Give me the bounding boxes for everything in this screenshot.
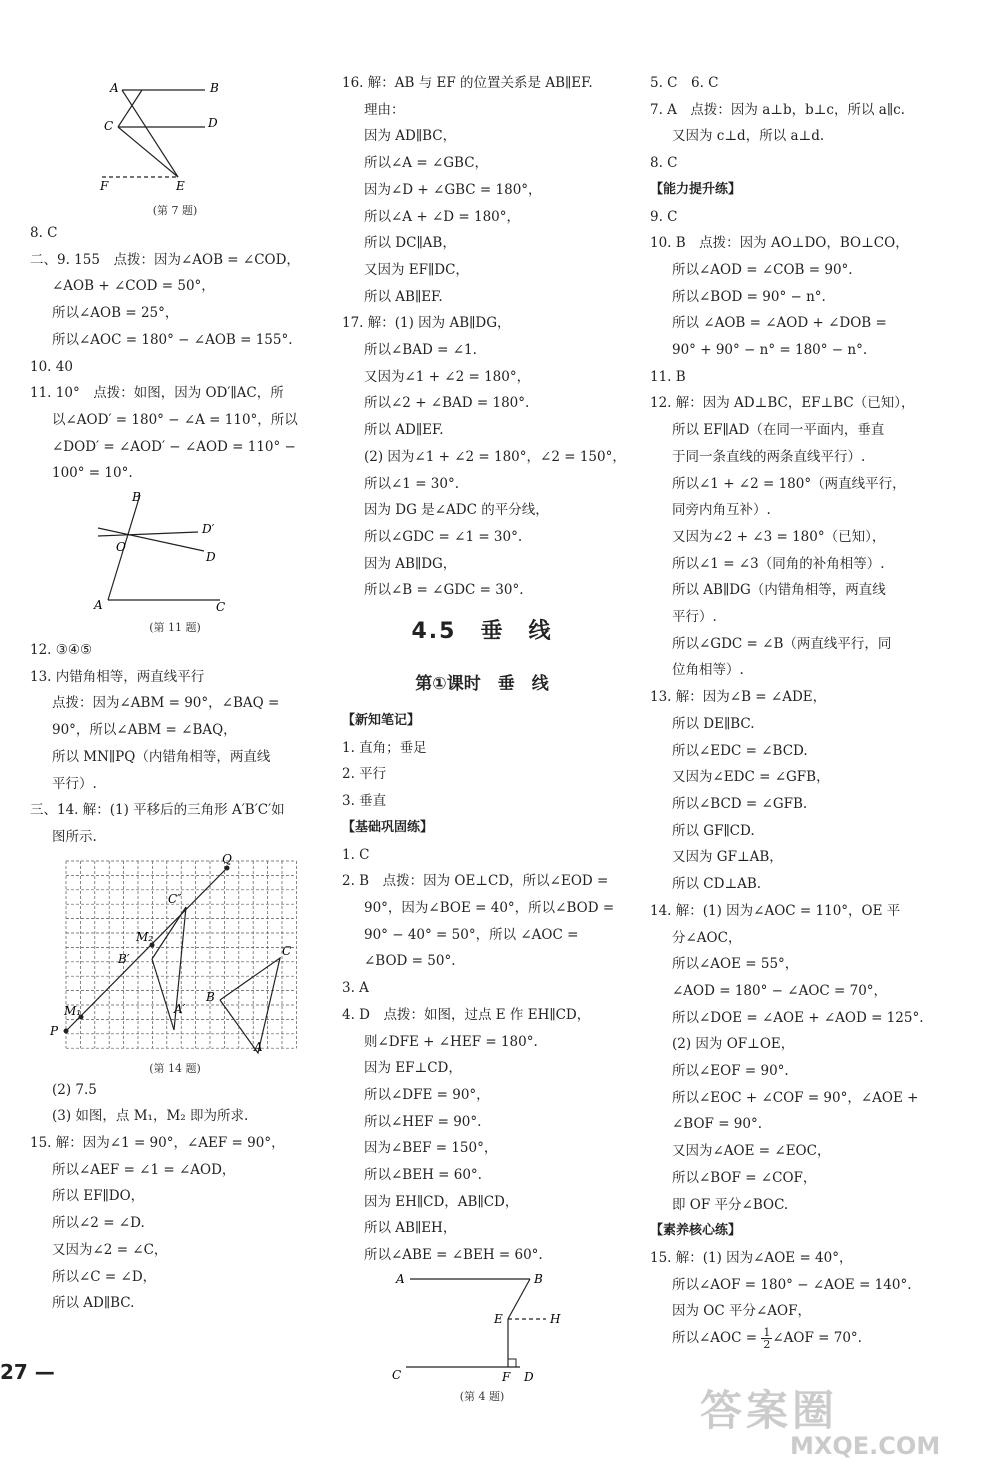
- fig4-label: D: [524, 1369, 534, 1384]
- answer-line: (2) 因为 OF⊥OE，: [672, 1036, 795, 1053]
- fig14-label: B′: [118, 951, 130, 966]
- answer-line: 90°，因为∠BOE = 40°，所以∠BOD =: [364, 899, 615, 916]
- answers-8-11: [30, 220, 320, 487]
- fig14-label: A: [254, 1039, 263, 1054]
- answer-line: 2. B 点拨：因为 OE⊥CD，所以∠EOD =: [342, 873, 609, 890]
- fig14-label: P: [50, 1023, 59, 1038]
- answers-12-14: [30, 637, 320, 851]
- answer-line: 所以 GF∥CD.: [672, 822, 755, 839]
- fig4-label: H: [550, 1311, 561, 1326]
- answer-line: ∠BOD = 50°.: [364, 953, 456, 970]
- answer-line: 所以 AB∥DG（内错角相等，两直线: [672, 582, 886, 599]
- answer-line: 所以∠C = ∠D，: [52, 1268, 157, 1285]
- answer-line: 所以∠2 = ∠D.: [52, 1215, 145, 1232]
- answer-line: 因为 EH∥CD，AB∥CD，: [364, 1193, 519, 1210]
- fraction-line-post: ∠AOF = 70°.: [772, 1330, 862, 1347]
- answer-line: ∠AOB + ∠COD = 50°，: [52, 278, 215, 295]
- answer-line: 所以∠A = ∠GBC，: [364, 155, 489, 172]
- figure-7: [30, 70, 320, 220]
- answer-line: 所以 DE∥BC.: [672, 715, 755, 732]
- answer-line: 所以∠BOF = ∠COF，: [672, 1169, 817, 1186]
- answer-line: 8. C: [650, 155, 678, 172]
- fig11-label: O: [116, 540, 126, 555]
- answer-line: 所以 ∠AOB = ∠AOD + ∠DOB =: [672, 315, 887, 332]
- figure-14-caption: (第 14 题): [149, 1061, 201, 1075]
- figure-11-diagram: [30, 487, 320, 615]
- fig7-label: B: [210, 81, 219, 95]
- answer-line: 分∠AOC，: [672, 929, 742, 946]
- answer-line: 所以∠ABE = ∠BEH = 60°.: [364, 1247, 543, 1264]
- answer-line: 所以∠DFE = 90°，: [364, 1086, 490, 1103]
- answer-line: 则∠DFE + ∠HEF = 180°.: [364, 1033, 538, 1050]
- watermark-url: MXQE.COM: [790, 1432, 941, 1460]
- fraction-line-pre: 所以∠AOC =: [672, 1330, 762, 1347]
- answer-line: (2) 7.5: [52, 1081, 97, 1098]
- figure-4-diagram: [342, 1269, 622, 1384]
- fig14-label: B: [206, 989, 215, 1004]
- answer-line: 因为 EF⊥CD，: [364, 1060, 462, 1077]
- answer-line: 因为 OC 平分∠AOF，: [672, 1303, 811, 1320]
- figure-4: [342, 1269, 622, 1404]
- fig11-label: D: [206, 550, 216, 565]
- answer-line: 所以 AB∥EH，: [364, 1220, 457, 1237]
- answer-line: 7. A 点拨：因为 a⊥b，b⊥c，所以 a∥c.: [650, 101, 905, 118]
- figure-7-diagram: [30, 70, 320, 198]
- page-number: 27 —: [0, 1360, 55, 1384]
- fig7-label: A: [110, 81, 119, 95]
- answer-line: 13. 解：因为∠B = ∠ADE，: [650, 689, 827, 706]
- answers-14-15: [30, 1077, 320, 1317]
- answer-line: 1. 直角；垂足: [342, 739, 427, 756]
- answer-line: 又因为∠1 + ∠2 = 180°，: [364, 368, 531, 385]
- answer-line: 所以∠HEF = 90°.: [364, 1113, 482, 1130]
- answer-line: 所以∠AOD = ∠COB = 90°.: [672, 261, 853, 278]
- answer-line: 所以∠1 + ∠2 = 180°（两直线平行，: [672, 475, 906, 492]
- answer-line: 所以 AB∥EF.: [364, 288, 443, 305]
- fig14-label: C″: [168, 891, 182, 906]
- fraction-one-half: [761, 1327, 772, 1350]
- figure-11-caption: (第 11 题): [149, 621, 201, 635]
- answer-line: (3) 如图，点 M₁，M₂ 即为所求.: [52, 1108, 249, 1125]
- answer-line-fraction: [650, 1325, 920, 1352]
- answer-line: 所以 CD⊥AB.: [672, 876, 762, 893]
- watermark-logo: 答案圈: [700, 1386, 839, 1435]
- answer-line: ∠DOD′ = ∠AOD′ − ∠AOD = 110° −: [52, 438, 296, 455]
- fig11-label: D′: [202, 522, 215, 537]
- answer-line: 所以∠AOC = 180° − ∠AOB = 155°.: [52, 331, 293, 348]
- column-2: [342, 70, 626, 1404]
- fig7-label: D: [208, 116, 218, 130]
- answer-line: 9. C: [650, 208, 678, 225]
- answer-line: 因为 AD∥BC，: [364, 128, 457, 145]
- answer-line: 又因为∠AOE = ∠EOC，: [672, 1143, 831, 1160]
- answer-line: 平行）.: [672, 609, 717, 626]
- answer-line: 3. A: [342, 980, 369, 997]
- fig14-label: M₂: [136, 929, 154, 944]
- answers-5-15: [650, 70, 924, 1325]
- answer-line: 图所示.: [52, 828, 97, 845]
- answer-line: 又因为 c⊥d，所以 a⊥d.: [672, 128, 825, 145]
- answer-line: 所以∠DOE = ∠AOE + ∠AOD = 125°.: [672, 1009, 924, 1026]
- figure-11: [30, 487, 320, 637]
- answer-line: 16. 解：AB 与 EF 的位置关系是 AB∥EF.: [342, 75, 593, 91]
- answer-line: 又因为 GF⊥AB，: [672, 849, 783, 866]
- fig14-label: Q: [222, 851, 232, 866]
- answer-line: 所以 MN∥PQ（内错角相等，两直线: [52, 748, 271, 765]
- answer-line: 所以∠EDC = ∠BCD.: [672, 742, 808, 759]
- section-heading: 【新知笔记】: [342, 713, 421, 729]
- fig7-label: C: [104, 119, 114, 133]
- answer-line: 所以∠AEF = ∠1 = ∠AOD，: [52, 1161, 236, 1178]
- answer-line: 因为∠BEF = 150°，: [364, 1140, 498, 1157]
- answer-line: 于同一条直线的两条直线平行）.: [672, 448, 866, 465]
- answer-line: ∠AOD = 180° − ∠AOC = 70°，: [672, 982, 888, 999]
- answer-line: 二、9. 155 点拨：因为∠AOB = ∠COD，: [30, 251, 300, 268]
- answer-line: 所以∠AOF = 180° − ∠AOE = 140°.: [672, 1276, 912, 1293]
- answer-line: 所以∠AOE = 55°，: [672, 956, 799, 973]
- answer-line: 所以∠BOD = 90° − n°.: [672, 288, 826, 305]
- answer-line: 点拨：因为∠ABM = 90°，∠BAQ =: [52, 695, 280, 712]
- answer-line: 理由：: [364, 101, 405, 118]
- answer-line: 3. 垂直: [342, 793, 387, 810]
- column-3: [650, 70, 924, 1352]
- fig4-label: B: [534, 1271, 543, 1286]
- answer-line: 又因为∠2 = ∠C，: [52, 1241, 168, 1258]
- figure-14: [30, 851, 320, 1077]
- answer-line: 所以∠1 = ∠3（同角的补角相等）.: [672, 555, 885, 572]
- answer-line: 13. 内错角相等，两直线平行: [30, 668, 205, 685]
- figure-4-caption: (第 4 题): [459, 1389, 505, 1403]
- answer-line: 以∠AOD′ = 180° − ∠A = 110°，所以: [52, 411, 298, 428]
- fig4-label: C: [392, 1367, 402, 1382]
- fig4-label: F: [502, 1369, 511, 1384]
- answer-line: 8. C: [30, 225, 58, 241]
- answer-line: (2) 因为∠1 + ∠2 = 180°，∠2 = 150°，: [364, 448, 626, 465]
- answer-line: 所以∠EOC + ∠COF = 90°，∠AOE +: [672, 1089, 919, 1106]
- answer-line: 所以∠A + ∠D = 180°，: [364, 208, 521, 225]
- fig4-label: A: [396, 1271, 405, 1286]
- answer-line: 又因为 EF∥DC，: [364, 261, 469, 278]
- answer-line: 所以∠1 = 30°.: [364, 475, 460, 492]
- section-heading: 【素养核心练】: [650, 1223, 742, 1239]
- answer-line: 1. C: [342, 846, 370, 863]
- answer-line: 11. B: [650, 368, 686, 385]
- lesson-title: 第①课时 垂 线: [415, 674, 549, 695]
- section-heading: 【基础巩固练】: [342, 819, 434, 835]
- answer-line: 所以∠BEH = 60°.: [364, 1167, 482, 1184]
- answer-line: 2. 平行: [342, 766, 387, 783]
- section-title: 4.5 垂 线: [411, 619, 553, 645]
- fig4-label: E: [494, 1311, 503, 1326]
- answer-line: 同旁内角互补）.: [672, 502, 771, 519]
- fig14-label: A′: [174, 1001, 186, 1016]
- answer-line: 4. D 点拨：如图，过点 E 作 EH∥CD，: [342, 1006, 591, 1023]
- answer-line: 又因为∠EDC = ∠GFB，: [672, 769, 830, 786]
- fig14-label: M₁: [64, 1003, 82, 1018]
- answer-line: 90° + 90° − n° = 180° − n°.: [672, 342, 868, 359]
- answer-line: 所以 AD∥EF.: [364, 422, 444, 439]
- answer-line: 10. B 点拨：因为 AO⊥DO，BO⊥CO，: [650, 235, 909, 252]
- answer-line: 所以 EF∥DO，: [52, 1188, 145, 1205]
- answer-line: 所以 EF∥AD（在同一平面内，垂直: [672, 422, 885, 439]
- answers-16-17: [342, 70, 626, 604]
- answer-line: 10. 40: [30, 358, 73, 375]
- column-1: [30, 70, 320, 1317]
- answer-line: 所以∠2 + ∠BAD = 180°.: [364, 395, 530, 412]
- fig7-label: E: [176, 179, 185, 193]
- fig11-label: A: [94, 598, 103, 613]
- section-heading: 【能力提升练】: [650, 181, 742, 197]
- answer-line: 90°，所以∠ABM = ∠BAQ，: [52, 722, 237, 739]
- answer-line: 所以∠GDC = ∠1 = 30°.: [364, 528, 523, 545]
- fig14-label: C: [282, 943, 292, 958]
- figure-7-caption: (第 7 题): [152, 204, 198, 217]
- answer-line: 所以 DC∥AB，: [364, 235, 456, 252]
- answer-line: 所以∠GDC = ∠B（两直线平行，同: [672, 635, 892, 652]
- answer-line: 100° = 10°.: [52, 465, 133, 482]
- answer-line: 17. 解：(1) 因为 AB∥DG，: [342, 315, 511, 332]
- answer-line: 所以∠AOB = 25°，: [52, 305, 179, 322]
- lesson-answers: [342, 708, 622, 1269]
- answer-line: 5. C 6. C: [650, 75, 719, 91]
- answer-line: 12. ③④⑤: [30, 642, 93, 659]
- answer-line: 又因为∠2 + ∠3 = 180°（已知），: [672, 528, 886, 545]
- answer-line: 所以∠BCD = ∠GFB.: [672, 795, 808, 812]
- answer-line: 三、14. 解：(1) 平移后的三角形 A′B′C′如: [30, 802, 285, 819]
- answer-line: 因为 DG 是∠ADC 的平分线，: [364, 502, 549, 519]
- answer-line: 14. 解：(1) 因为∠AOC = 110°，OE 平: [650, 902, 901, 919]
- answer-line: 所以 AD∥BC.: [52, 1295, 135, 1312]
- answer-line: 12. 解：因为 AD⊥BC，EF⊥BC（已知），: [650, 395, 915, 412]
- answer-line: 90° − 40° = 50°，所以 ∠AOC =: [364, 926, 579, 943]
- answer-line: 因为∠D + ∠GBC = 180°，: [364, 181, 542, 198]
- figure-14-grid: [30, 851, 320, 1056]
- fraction-denominator: 2: [763, 1338, 771, 1352]
- fig11-label: C: [216, 600, 226, 615]
- answer-line: 所以∠B = ∠GDC = 30°.: [364, 582, 524, 599]
- answer-line: 15. 解：因为∠1 = 90°，∠AEF = 90°，: [30, 1135, 285, 1152]
- fig7-label: F: [100, 179, 109, 193]
- answer-line: ∠BOF = 90°.: [672, 1116, 763, 1133]
- answer-line: 所以∠BAD = ∠1.: [364, 342, 477, 359]
- answer-line: 15. 解：(1) 因为∠AOE = 40°，: [650, 1249, 853, 1266]
- answer-line: 平行）.: [52, 775, 97, 792]
- answer-line: 即 OF 平分∠BOC.: [672, 1196, 789, 1213]
- fig11-label: B: [132, 490, 141, 505]
- answer-line: 因为 AB∥DG，: [364, 555, 457, 572]
- answer-line: 11. 10° 点拨：如图，因为 OD′∥AC，所: [30, 385, 284, 402]
- fraction-numerator: 1: [763, 1326, 771, 1340]
- answer-line: 所以∠EOF = 90°.: [672, 1063, 789, 1080]
- answer-line: 位角相等）.: [672, 662, 744, 679]
